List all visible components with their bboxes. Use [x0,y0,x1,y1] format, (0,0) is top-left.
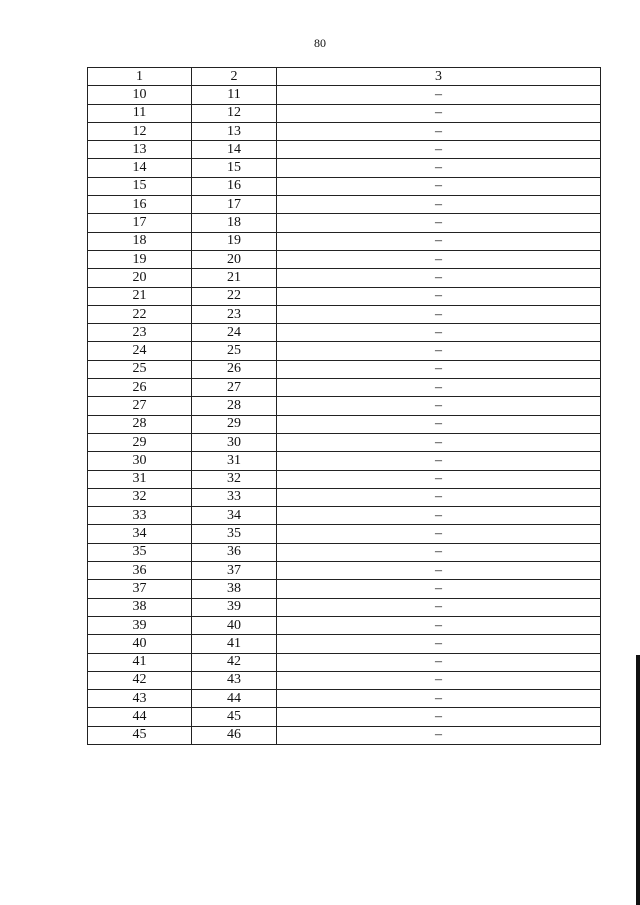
table-row [88,342,601,360]
table-row [88,433,601,451]
table-cell-col2: 25 [192,342,277,360]
table-row [88,452,601,470]
table-cell-col1: 18 [88,232,192,250]
table-cell-col2: 13 [192,122,277,140]
header-cell-1: 1 [88,68,192,86]
table-row [88,562,601,580]
table-cell-col3: – [277,470,601,488]
table-cell-col3: – [277,690,601,708]
table-row [88,379,601,397]
table-cell-col1: 22 [88,305,192,323]
table-cell-col3: – [277,580,601,598]
table-cell-col2: 28 [192,397,277,415]
table-cell-col2: 45 [192,708,277,726]
table-cell-col1: 26 [88,379,192,397]
table-cell-col1: 24 [88,342,192,360]
table-cell-col2: 19 [192,232,277,250]
table-cell-col2: 29 [192,415,277,433]
table-cell-col1: 36 [88,562,192,580]
table-cell-col1: 45 [88,726,192,744]
table-cell-col3: – [277,104,601,122]
table-cell-col1: 39 [88,616,192,634]
table-cell-col3: – [277,287,601,305]
header-cell-2: 2 [192,68,277,86]
table-cell-col1: 19 [88,250,192,268]
table-cell-col3: – [277,415,601,433]
table-row [88,690,601,708]
table-cell-col2: 38 [192,580,277,598]
table-cell-col2: 17 [192,196,277,214]
scan-edge-mark [636,655,640,905]
table-cell-col2: 24 [192,324,277,342]
table-header [88,68,601,86]
table-cell-col1: 41 [88,653,192,671]
table-row [88,470,601,488]
table-row [88,122,601,140]
table-row [88,708,601,726]
table-cell-col1: 28 [88,415,192,433]
table-cell-col3: – [277,324,601,342]
table-cell-col3: – [277,635,601,653]
table-cell-col1: 15 [88,177,192,195]
table-row [88,525,601,543]
table-cell-col1: 38 [88,598,192,616]
table-row [88,305,601,323]
table-row [88,214,601,232]
table-cell-col1: 10 [88,86,192,104]
table-cell-col3: – [277,726,601,744]
table-cell-col2: 46 [192,726,277,744]
table-cell-col2: 21 [192,269,277,287]
table-row [88,86,601,104]
table-cell-col1: 42 [88,671,192,689]
table-row [88,196,601,214]
table-cell-col3: – [277,342,601,360]
table-cell-col1: 21 [88,287,192,305]
table-cell-col2: 33 [192,488,277,506]
table-cell-col3: – [277,177,601,195]
table-cell-col3: – [277,671,601,689]
table-cell-col3: – [277,397,601,415]
table-cell-col2: 15 [192,159,277,177]
table-row [88,507,601,525]
table-cell-col1: 30 [88,452,192,470]
table-cell-col1: 40 [88,635,192,653]
table-row [88,324,601,342]
table-cell-col2: 11 [192,86,277,104]
table-cell-col2: 30 [192,433,277,451]
table-row [88,635,601,653]
table-row [88,159,601,177]
table-cell-col2: 26 [192,360,277,378]
table-cell-col1: 11 [88,104,192,122]
table-cell-col2: 37 [192,562,277,580]
table-cell-col3: – [277,507,601,525]
table-cell-col1: 29 [88,433,192,451]
table-cell-col1: 32 [88,488,192,506]
table-row [88,598,601,616]
table-row [88,415,601,433]
table-cell-col1: 31 [88,470,192,488]
table-cell-col3: – [277,269,601,287]
table-cell-col3: – [277,525,601,543]
table-row [88,653,601,671]
table-cell-col3: – [277,488,601,506]
table-cell-col2: 42 [192,653,277,671]
table-cell-col1: 25 [88,360,192,378]
table-cell-col3: – [277,452,601,470]
table-cell-col1: 16 [88,196,192,214]
table-cell-col2: 35 [192,525,277,543]
table-row [88,616,601,634]
table-row [88,104,601,122]
table-cell-col3: – [277,543,601,561]
table-cell-col3: – [277,653,601,671]
table-row [88,360,601,378]
table-cell-col2: 34 [192,507,277,525]
table-cell-col1: 13 [88,141,192,159]
table-cell-col2: 36 [192,543,277,561]
table-cell-col3: – [277,196,601,214]
table-row [88,232,601,250]
table-cell-col3: – [277,122,601,140]
table-cell-col1: 44 [88,708,192,726]
table-cell-col2: 23 [192,305,277,323]
table-row [88,488,601,506]
table-cell-col1: 20 [88,269,192,287]
data-table [87,67,601,745]
table-cell-col3: – [277,86,601,104]
table-cell-col3: – [277,141,601,159]
table-row [88,177,601,195]
table-row [88,397,601,415]
table-cell-col1: 35 [88,543,192,561]
table-cell-col3: – [277,562,601,580]
table-cell-col2: 20 [192,250,277,268]
table-cell-col2: 22 [192,287,277,305]
table-cell-col3: – [277,305,601,323]
table-cell-col3: – [277,616,601,634]
table-cell-col1: 37 [88,580,192,598]
table-cell-col3: – [277,379,601,397]
page-number: 80 [314,36,326,50]
table-cell-col1: 27 [88,397,192,415]
table-cell-col1: 17 [88,214,192,232]
table-row [88,726,601,744]
table-cell-col2: 18 [192,214,277,232]
table-cell-col2: 16 [192,177,277,195]
table-cell-col2: 27 [192,379,277,397]
table-row [88,269,601,287]
table-cell-col2: 31 [192,452,277,470]
table-cell-col2: 12 [192,104,277,122]
table-row [88,543,601,561]
table-row [88,141,601,159]
header-cell-3: 3 [277,68,601,86]
table-cell-col1: 33 [88,507,192,525]
table-cell-col2: 32 [192,470,277,488]
table-cell-col3: – [277,214,601,232]
table-cell-col2: 39 [192,598,277,616]
table-body [88,86,601,745]
table-cell-col1: 43 [88,690,192,708]
table-cell-col2: 44 [192,690,277,708]
table-cell-col1: 14 [88,159,192,177]
table-row [88,250,601,268]
table-cell-col3: – [277,708,601,726]
table-cell-col2: 43 [192,671,277,689]
table-cell-col1: 34 [88,525,192,543]
table-cell-col2: 40 [192,616,277,634]
table-row [88,287,601,305]
table-cell-col3: – [277,433,601,451]
table-cell-col3: – [277,360,601,378]
table-cell-col3: – [277,159,601,177]
header-row [88,68,601,86]
table-row [88,580,601,598]
table-cell-col3: – [277,250,601,268]
table-cell-col1: 12 [88,122,192,140]
table-row [88,671,601,689]
table-cell-col3: – [277,598,601,616]
table-cell-col2: 14 [192,141,277,159]
table-cell-col2: 41 [192,635,277,653]
table-cell-col3: – [277,232,601,250]
table-cell-col1: 23 [88,324,192,342]
